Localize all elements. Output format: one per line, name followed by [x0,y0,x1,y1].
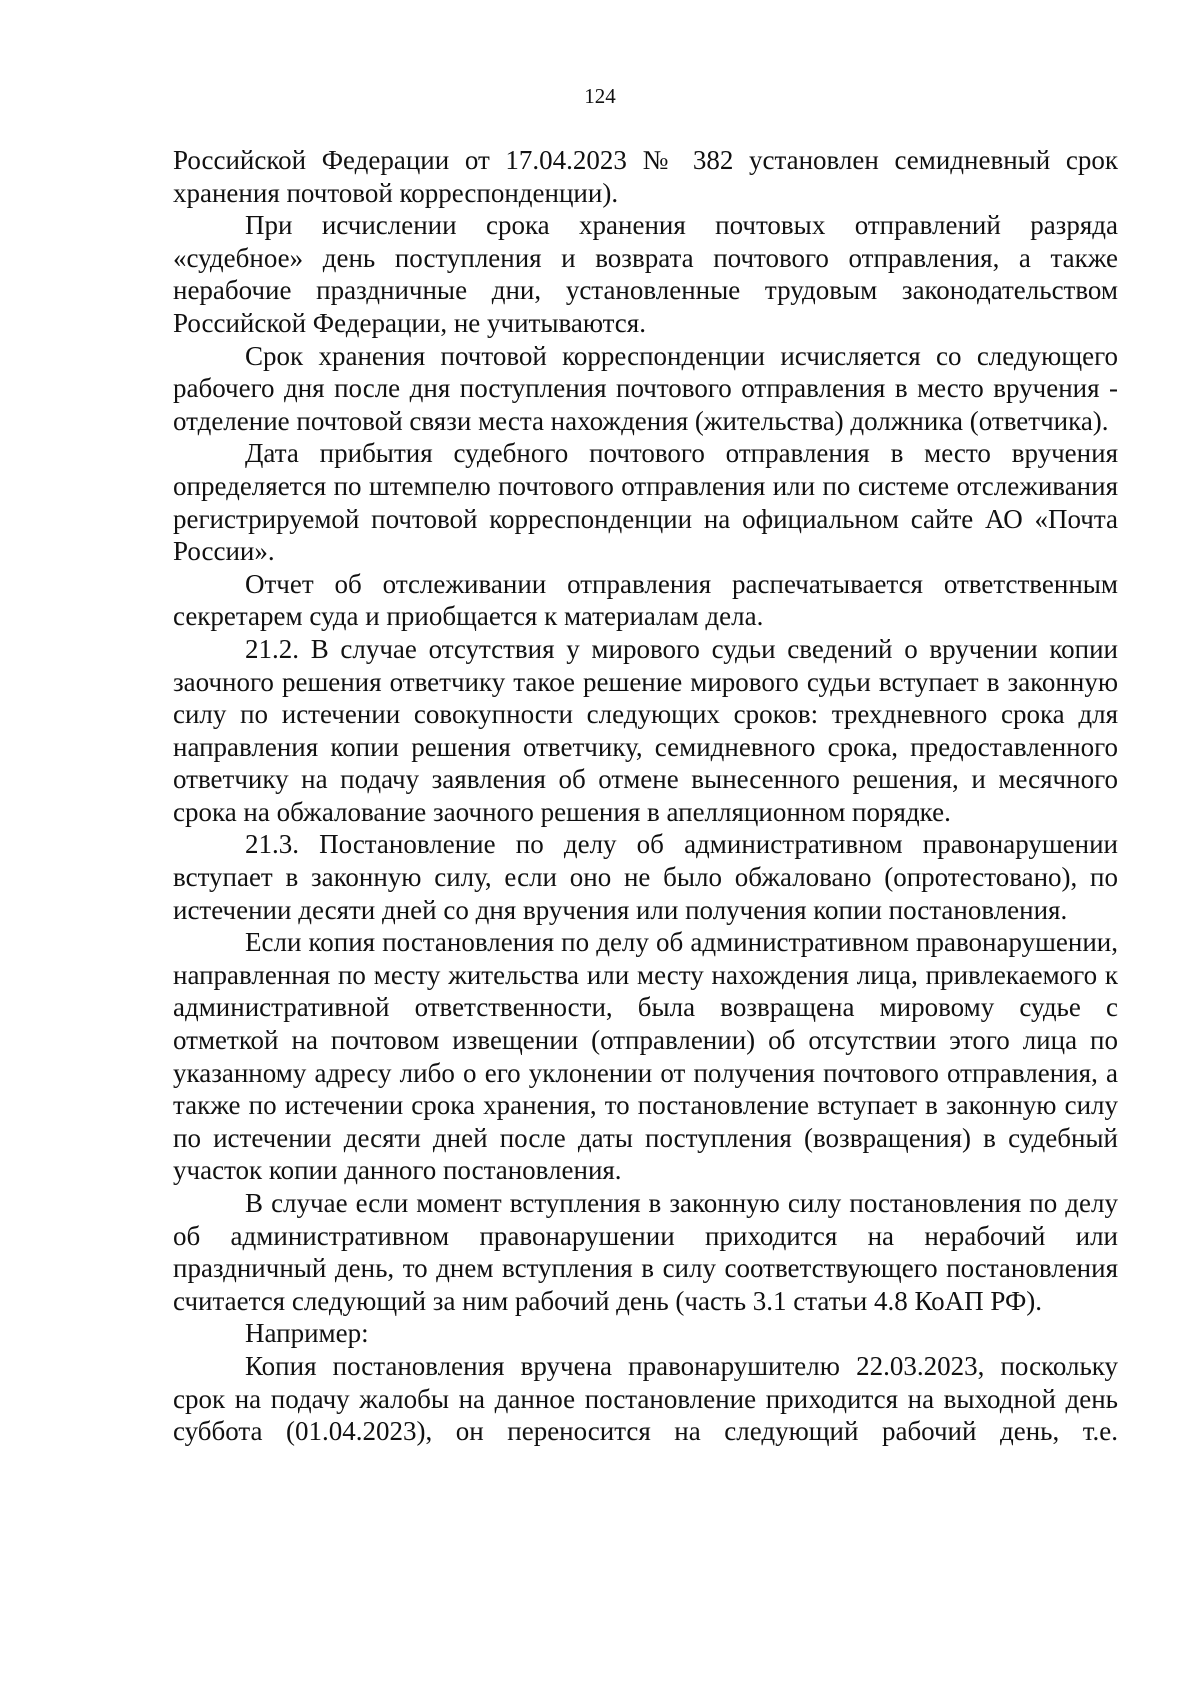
paragraph-nonworking-day: В случае если момент вступления в законную силу постановления по делу об административном правонарушении приходится на нерабочий или праздничный день, то днем вступления в силу соответствующего постановления считается следующий за ним рабочий день (часть 3.1 статьи 4.8 КоАП РФ). [173,1188,1118,1316]
paragraph-storage-period-start: Срок хранения почтовой корреспонденции исчисляется со следующего рабочего дня после дня поступления почтового отправления в место вручения - отделение почтовой связи места нахождения (жительства) должника (ответчика). [173,340,1118,436]
paragraph-arrival-date: Дата прибытия судебного почтового отправления в место вручения определяется по штемпелю почтового отправления или по системе отслеживания регистрируемой почтовой корреспонденции на официальном сайте АО «Почта России». [173,438,1118,567]
document-body [173,144,1118,1448]
paragraph-tracking-report: Отчет об отслеживании отправления распечатывается ответственным секретарем суда и приобщается к материалам дела. [173,568,1118,632]
paragraph-storage-period-calculation: При исчислении срока хранения почтовых отправлений разряда «судебное» день поступления и возврата почтового отправления, а также нерабочие праздничные дни, установленные трудовым законодательством Российской Федерации, не учитываются. [173,210,1118,338]
page-number: 124 [584,84,616,108]
paragraph-example-text: Копия постановления вручена правонарушителю 22.03.2023, поскольку срок на подачу жалобы на данное постановление приходится на выходной день суббота (01.04.2023), он переносится на следующий рабочий день, т.е. [173,1350,1118,1447]
paragraph-21-3: 21.3. Постановление по делу об административном правонарушении вступает в законную силу, если оно не было обжаловано (опротестовано), по истечении десяти дней со дня вручения или получения копии постановления. [173,829,1118,925]
paragraph-returned-copy: Если копия постановления по делу об административном правонарушении, направленная по месту жительства или месту нахождения лица, привлекаемого к административной ответственности, была возвращена мировому судье с отметкой на почтовом извещении (отправлении) об отсутствии этого лица по указанному адресу либо о его уклонении от получения почтового отправления, а также по истечении срока хранения, то постановление вступает в законную силу по истечении десяти дней после даты поступления (возвращения) в судебный участок копии данного постановления. [173,927,1118,1186]
paragraph-continuation: Российской Федерации от 17.04.2023 № 382 установлен семидневный срок хранения почтовой корреспонденции). [173,145,1118,208]
paragraph-example-heading: Например: [245,1318,369,1349]
paragraph-21-2: 21.2. В случае отсутствия у мирового судьи сведений о вручении копии заочного решения ответчику такое решение мирового судьи вступает в законную силу по истечении совокупности следующих сроков: трехдневного срока для направления копии решения ответчику, семидневного срока, предоставленного ответчику на подачу заявления об отмене вынесенного решения, и месячного срока на обжалование заочного решения в апелляционном порядке. [173,633,1118,827]
